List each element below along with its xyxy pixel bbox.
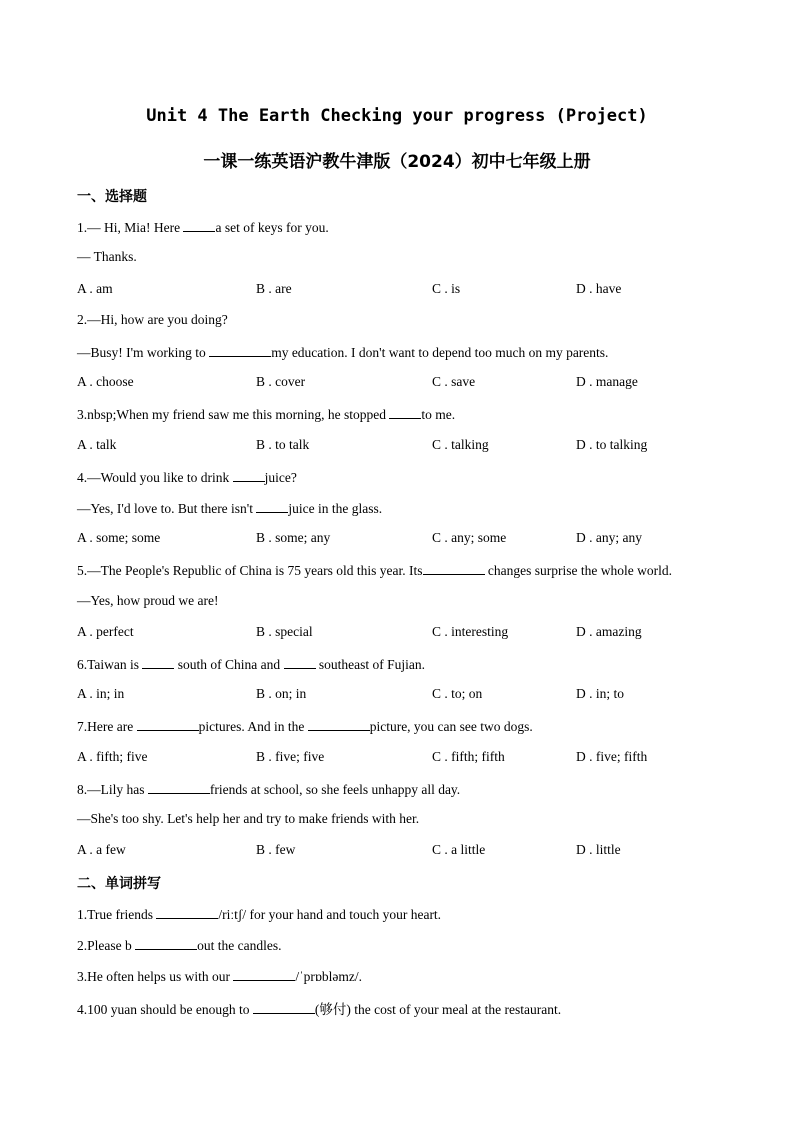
- question-5-line-2: —Yes, how proud we are!: [77, 593, 219, 608]
- question-6-line-1: 6.Taiwan is south of China and southeast of Fujian.: [77, 657, 426, 672]
- option-d: D . little: [576, 842, 621, 857]
- spelling-item-1: 1.True friends /riːtʃ/ for your hand and touch your heart.: [77, 907, 442, 922]
- option-a: A . a few: [77, 842, 126, 857]
- option-b: B . cover: [256, 374, 306, 389]
- answer-blank: [142, 655, 174, 669]
- section-heading-spelling: 二、单词拼写: [77, 876, 161, 892]
- option-d: D . manage: [576, 374, 638, 389]
- answer-blank: [308, 717, 370, 731]
- option-a: A . talk: [77, 437, 117, 452]
- option-c: C . fifth; fifth: [432, 749, 505, 764]
- option-b: B . are: [256, 281, 292, 296]
- answer-blank: [233, 468, 265, 482]
- option-c: C . talking: [432, 437, 489, 452]
- option-d: D . have: [576, 281, 622, 296]
- option-b: B . on; in: [256, 686, 307, 701]
- option-d: D . in; to: [576, 686, 625, 701]
- option-d: D . to talking: [576, 437, 648, 452]
- question-6-options: [77, 686, 737, 704]
- option-b: B . special: [256, 624, 313, 639]
- question-1-options: [77, 281, 737, 299]
- question-8-line-1: 8.—Lily has friends at school, so she feels unhappy all day.: [77, 782, 461, 797]
- option-b: B . to talk: [256, 437, 310, 452]
- worksheet-subtitle: 一课一练英语沪教牛津版（2024）初中七年级上册: [203, 152, 591, 172]
- answer-blank: [253, 1000, 315, 1014]
- option-c: C . save: [432, 374, 476, 389]
- question-1-line-1: 1.— Hi, Mia! Here a set of keys for you.: [77, 220, 329, 235]
- question-4-options: [77, 530, 737, 548]
- question-7-line-1: 7.Here are pictures. And in the picture, you can see two dogs.: [77, 719, 533, 734]
- question-4-line-1: 4.—Would you like to drink juice?: [77, 470, 297, 485]
- option-c: C . is: [432, 281, 461, 296]
- answer-blank: [423, 561, 485, 575]
- option-d: D . any; any: [576, 530, 642, 545]
- option-c: C . to; on: [432, 686, 483, 701]
- answer-blank: [233, 967, 295, 981]
- option-a: A . am: [77, 281, 113, 296]
- answer-blank: [137, 717, 199, 731]
- question-8-line-2: —She's too shy. Let's help her and try to make friends with her.: [77, 811, 420, 826]
- option-a: A . fifth; five: [77, 749, 148, 764]
- question-3-line-1: 3.nbsp;When my friend saw me this morning, he stopped to me.: [77, 407, 456, 422]
- question-2-options: [77, 374, 737, 392]
- option-a: A . perfect: [77, 624, 134, 639]
- option-d: D . amazing: [576, 624, 642, 639]
- question-8-options: [77, 842, 737, 860]
- option-c: C . any; some: [432, 530, 507, 545]
- answer-blank: [156, 905, 218, 919]
- option-a: A . some; some: [77, 530, 161, 545]
- question-5-options: [77, 624, 737, 642]
- question-2-line-1: 2.—Hi, how are you doing?: [77, 312, 228, 327]
- question-3-options: [77, 437, 737, 455]
- question-2-line-2: —Busy! I'm working to my education. I don't want to depend too much on my parents.: [77, 345, 609, 360]
- spelling-item-3: 3.He often helps us with our /ˈprɒbləmz/.: [77, 969, 363, 984]
- answer-blank: [148, 780, 210, 794]
- answer-blank: [135, 936, 197, 950]
- question-7-options: [77, 749, 737, 767]
- section-heading-multiple-choice: 一、选择题: [77, 189, 147, 205]
- option-c: C . interesting: [432, 624, 509, 639]
- spelling-item-4: 4.100 yuan should be enough to (够付) the cost of your meal at the restaurant.: [77, 1002, 562, 1017]
- option-b: B . few: [256, 842, 296, 857]
- option-a: A . in; in: [77, 686, 125, 701]
- question-4-line-2: —Yes, I'd love to. But there isn't juice in the glass.: [77, 501, 383, 516]
- spelling-item-2: 2.Please b out the candles.: [77, 938, 282, 953]
- answer-blank: [256, 499, 288, 513]
- option-c: C . a little: [432, 842, 486, 857]
- question-5-line-1: 5.—The People's Republic of China is 75 years old this year. Its changes surprise the whole world.: [77, 563, 672, 578]
- answer-blank: [183, 218, 215, 232]
- worksheet-title: Unit 4 The Earth Checking your progress (Project): [146, 106, 648, 126]
- answer-blank: [209, 343, 271, 357]
- option-d: D . five; fifth: [576, 749, 648, 764]
- option-a: A . choose: [77, 374, 134, 389]
- option-b: B . five; five: [256, 749, 325, 764]
- answer-blank: [284, 655, 316, 669]
- option-b: B . some; any: [256, 530, 331, 545]
- question-1-line-2: — Thanks.: [77, 249, 137, 264]
- answer-blank: [389, 405, 421, 419]
